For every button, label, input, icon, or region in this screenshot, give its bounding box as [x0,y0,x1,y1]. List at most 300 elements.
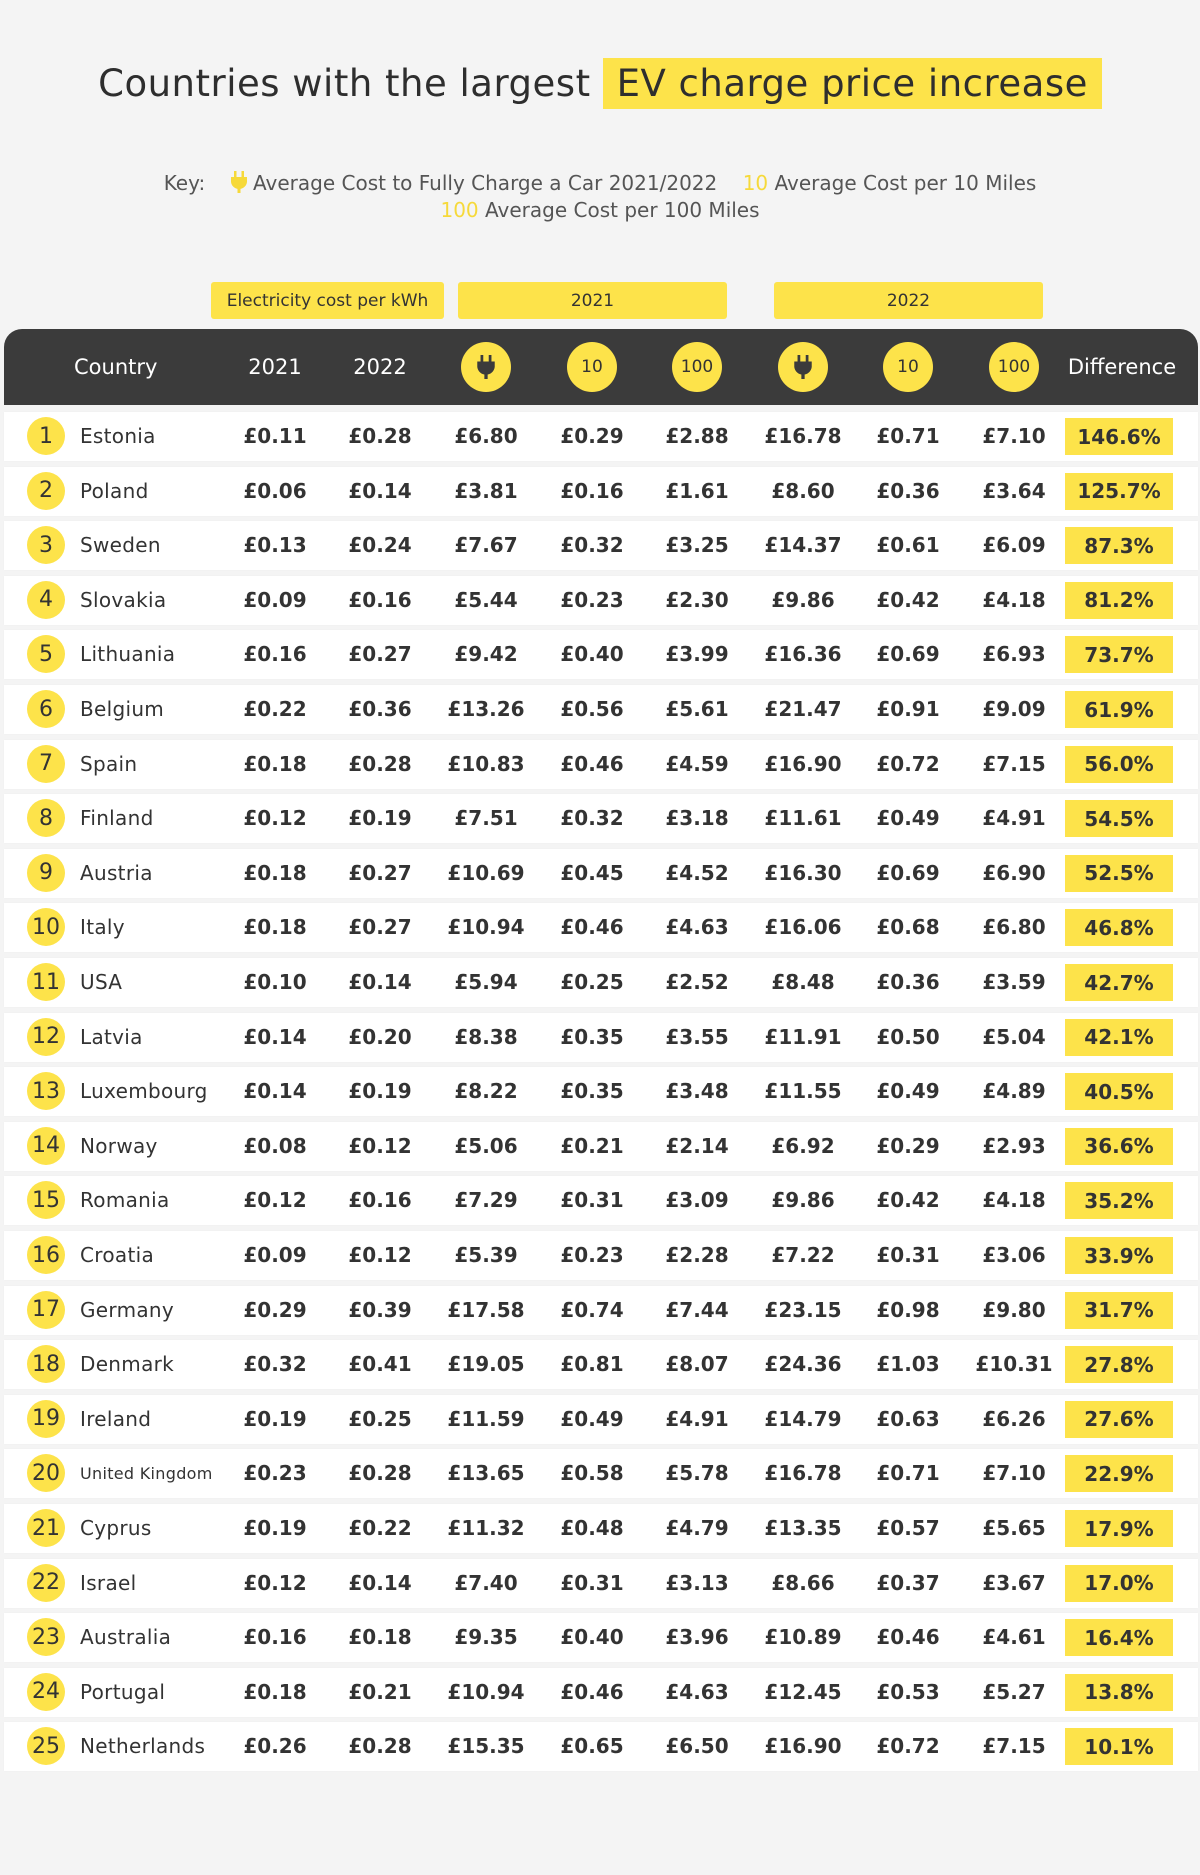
difference-badge: 17.9% [1065,1510,1173,1547]
rank-badge: 6 [27,690,65,728]
title-text: Countries with the largest [98,61,591,105]
cell-per10-2022: £0.36 [876,478,940,503]
cell-per10-2022: £0.98 [876,1297,940,1322]
cell-kwh2021: £0.14 [243,1024,307,1049]
difference-badge: 87.3% [1065,527,1173,564]
cell-full2021: £10.94 [447,915,525,940]
cell-per100-2021: £7.44 [665,1297,729,1322]
cell-per10-2021: £0.48 [560,1516,624,1540]
table-row [4,794,1198,843]
cell-per100-2022: £2.93 [982,1133,1046,1158]
difference-badge: 42.7% [1065,964,1173,1001]
group-label-2022: 2022 [774,282,1043,319]
header-difference: Difference [1067,355,1177,379]
cell-kwh2021: £0.12 [243,1570,307,1595]
cell-per100-2021: £2.52 [665,970,729,994]
table-row [4,467,1198,516]
title-highlight: EV charge price increase [603,58,1102,109]
rank-badge: 18 [27,1345,65,1383]
cell-per10-2022: £0.72 [876,1734,940,1759]
cell-full2021: £5.44 [454,587,518,612]
rank-badge: 24 [27,1673,65,1711]
cell-per10-2021: £0.46 [560,1679,624,1704]
cell-per100-2021: £4.91 [665,1406,729,1431]
difference-badge: 10.1% [1065,1728,1173,1765]
cell-full2022: £16.36 [764,642,842,667]
header-country: Country [74,355,158,379]
difference-badge: 27.8% [1065,1346,1173,1383]
difference-badge: 56.0% [1065,746,1173,783]
cell-full2021: £9.35 [454,1625,518,1650]
table-row [4,685,1198,734]
rank-badge: 11 [27,963,65,1001]
cell-per100-2022: £7.15 [982,1734,1046,1759]
cell-full2022: £11.91 [764,1024,842,1049]
country-name: Italy [80,915,125,940]
cell-kwh2022: £0.36 [348,697,412,721]
cell-full2022: £14.79 [764,1406,842,1431]
cell-kwh2021: £0.09 [243,1243,307,1267]
cell-full2021: £15.35 [447,1734,525,1759]
cell-kwh2021: £0.12 [243,806,307,831]
country-name: Lithuania [80,642,176,667]
rank-badge: 2 [27,472,65,510]
cell-per100-2021: £3.09 [665,1188,729,1213]
cell-full2021: £13.26 [447,697,525,721]
cell-per100-2022: £4.61 [982,1625,1046,1650]
country-name: Luxembourg [80,1079,208,1104]
country-name: Israel [80,1570,137,1595]
cell-per10-2021: £0.40 [560,642,624,667]
header-kwh-2022: 2022 [353,355,407,379]
cell-kwh2022: £0.19 [348,1079,412,1104]
table-row [4,849,1198,898]
rank-badge: 23 [27,1618,65,1656]
key-full-charge: Average Cost to Fully Charge a Car 2021/2022 [253,171,718,195]
difference-badge: 61.9% [1065,691,1173,728]
cell-full2021: £6.80 [454,424,518,448]
table-row [4,1286,1198,1335]
cell-full2022: £9.86 [771,1188,835,1213]
table-row [4,412,1198,461]
cell-kwh2021: £0.23 [243,1461,307,1486]
cell-full2022: £21.47 [764,697,842,721]
cell-per10-2021: £0.46 [560,751,624,776]
cell-kwh2022: £0.28 [348,751,412,776]
cell-per10-2021: £0.56 [560,697,624,721]
table-row [4,576,1198,625]
cell-full2021: £17.58 [447,1297,525,1322]
cell-kwh2021: £0.22 [243,697,307,721]
rank-badge: 22 [27,1564,65,1602]
cell-full2022: £8.60 [771,478,835,503]
cell-full2021: £5.39 [454,1243,518,1267]
cell-per10-2021: £0.46 [560,915,624,940]
cell-per10-2021: £0.16 [560,478,624,503]
cell-full2021: £7.67 [454,533,518,558]
cell-kwh2021: £0.18 [243,751,307,776]
cell-full2022: £6.92 [771,1133,835,1158]
cell-per100-2021: £4.59 [665,751,729,776]
cell-full2021: £7.29 [454,1188,518,1213]
cell-per100-2021: £2.88 [665,424,729,448]
cell-per100-2022: £4.91 [982,806,1046,831]
difference-badge: 36.6% [1065,1128,1173,1165]
difference-badge: 40.5% [1065,1073,1173,1110]
header-per100-2022 [964,329,1064,405]
rank-badge: 7 [27,745,65,783]
rank-badge: 20 [27,1454,65,1492]
hundred-badge: 100 [989,342,1039,392]
cell-per10-2021: £0.23 [560,587,624,612]
ten-badge: 10 [883,342,933,392]
country-name: United Kingdom [80,1464,213,1484]
cell-per100-2022: £4.18 [982,1188,1046,1213]
cell-per10-2021: £0.81 [560,1352,624,1377]
cell-per100-2021: £3.25 [665,533,729,558]
cell-per100-2022: £4.89 [982,1079,1046,1104]
cell-per10-2021: £0.23 [560,1243,624,1267]
cell-full2022: £7.22 [771,1243,835,1267]
cell-kwh2022: £0.19 [348,806,412,831]
cell-per10-2021: £0.32 [560,533,624,558]
header-full-2021 [436,329,536,405]
cell-full2021: £10.83 [447,751,525,776]
cell-per10-2022: £0.69 [876,642,940,667]
cell-per10-2022: £0.29 [876,1133,940,1158]
country-name: Sweden [80,533,161,558]
cell-kwh2021: £0.18 [243,915,307,940]
cell-kwh2022: £0.20 [348,1024,412,1049]
key-label: Key: [163,171,206,195]
table-row [4,1340,1198,1389]
cell-kwh2022: £0.27 [348,915,412,940]
rank-badge: 13 [27,1072,65,1110]
cell-per10-2022: £0.53 [876,1679,940,1704]
cell-full2021: £10.69 [447,860,525,885]
cell-per100-2021: £1.61 [665,478,729,503]
cell-kwh2022: £0.27 [348,642,412,667]
rank-badge: 14 [27,1127,65,1165]
key-per100: Average Cost per 100 Miles [485,198,760,222]
difference-badge: 52.5% [1065,855,1173,892]
cell-full2021: £5.06 [454,1133,518,1158]
cell-full2021: £8.22 [454,1079,518,1104]
cell-per100-2021: £3.48 [665,1079,729,1104]
cell-full2022: £8.48 [771,970,835,994]
country-name: Ireland [80,1406,152,1431]
cell-kwh2021: £0.18 [243,860,307,885]
cell-full2021: £9.42 [454,642,518,667]
rank-badge: 8 [27,799,65,837]
table-row [4,1504,1198,1553]
plug-icon [231,171,247,193]
cell-kwh2022: £0.24 [348,533,412,558]
cell-per10-2021: £0.35 [560,1079,624,1104]
cell-full2021: £5.94 [454,970,518,994]
cell-kwh2022: £0.14 [348,478,412,503]
cell-kwh2022: £0.39 [348,1297,412,1322]
cell-per10-2021: £0.49 [560,1406,624,1431]
country-name: Cyprus [80,1516,152,1540]
cell-per100-2022: £7.10 [982,424,1046,448]
cell-per10-2022: £0.42 [876,1188,940,1213]
cell-per100-2021: £4.79 [665,1516,729,1540]
cell-kwh2021: £0.14 [243,1079,307,1104]
country-name: USA [80,970,123,994]
hundred-badge: 100 [672,342,722,392]
header-per100-2021 [647,329,747,405]
cell-per100-2021: £2.30 [665,587,729,612]
cell-full2022: £8.66 [771,1570,835,1595]
difference-badge: 22.9% [1065,1455,1173,1492]
cell-per10-2021: £0.45 [560,860,624,885]
cell-kwh2022: £0.18 [348,1625,412,1650]
cell-kwh2021: £0.06 [243,478,307,503]
cell-kwh2021: £0.26 [243,1734,307,1759]
cell-full2022: £16.78 [764,1461,842,1486]
cell-per100-2022: £3.67 [982,1570,1046,1595]
cell-full2022: £11.61 [764,806,842,831]
cell-full2021: £7.51 [454,806,518,831]
rank-badge: 4 [27,581,65,619]
cell-kwh2022: £0.41 [348,1352,412,1377]
group-label-kwh: Electricity cost per kWh [211,282,444,319]
table-row [4,1176,1198,1225]
cell-per10-2022: £1.03 [876,1352,940,1377]
cell-per100-2021: £3.55 [665,1024,729,1049]
country-name: Denmark [80,1352,175,1377]
table-row [4,740,1198,789]
rank-badge: 21 [27,1509,65,1547]
cell-per100-2022: £7.15 [982,751,1046,776]
country-name: Germany [80,1297,175,1322]
cell-per10-2022: £0.71 [876,1461,940,1486]
cell-per10-2022: £0.42 [876,587,940,612]
cell-per10-2021: £0.29 [560,424,624,448]
country-name: Netherlands [80,1734,206,1759]
table-row [4,1449,1198,1498]
header-per10-2022 [858,329,958,405]
cell-per10-2021: £0.31 [560,1188,624,1213]
cell-per100-2021: £3.13 [665,1570,729,1595]
cell-full2022: £13.35 [764,1516,842,1540]
cell-per10-2021: £0.21 [560,1133,624,1158]
country-name: Norway [80,1133,158,1158]
country-name: Spain [80,751,138,776]
table-row [4,1722,1198,1771]
cell-kwh2022: £0.22 [348,1516,412,1540]
cell-full2022: £16.06 [764,915,842,940]
difference-badge: 81.2% [1065,582,1173,619]
difference-badge: 27.6% [1065,1401,1173,1438]
cell-per10-2021: £0.25 [560,970,624,994]
key-ten-mark: 10 [742,171,769,195]
cell-full2021: £7.40 [454,1570,518,1595]
cell-kwh2021: £0.32 [243,1352,307,1377]
country-name: Croatia [80,1243,154,1267]
header-kwh-2021: 2021 [248,355,302,379]
cell-kwh2021: £0.19 [243,1516,307,1540]
key-per10: Average Cost per 10 Miles [774,171,1037,195]
cell-per100-2022: £5.04 [982,1024,1046,1049]
table-row [4,1395,1198,1444]
cell-per10-2022: £0.49 [876,806,940,831]
cell-kwh2021: £0.12 [243,1188,307,1213]
cell-per10-2022: £0.49 [876,1079,940,1104]
rank-badge: 1 [27,417,65,455]
country-name: Finland [80,806,154,831]
cell-per100-2022: £9.80 [982,1297,1046,1322]
cell-per10-2021: £0.31 [560,1570,624,1595]
cell-per10-2022: £0.61 [876,533,940,558]
cell-per100-2021: £5.61 [665,697,729,721]
cell-full2022: £9.86 [771,587,835,612]
header-full-2022 [753,329,853,405]
cell-per10-2022: £0.50 [876,1024,940,1049]
country-name: Slovakia [80,587,167,612]
cell-per100-2021: £3.18 [665,806,729,831]
difference-badge: 54.5% [1065,800,1173,837]
table-row [4,958,1198,1007]
rank-badge: 3 [27,526,65,564]
ten-badge: 10 [567,342,617,392]
difference-badge: 35.2% [1065,1182,1173,1219]
cell-per100-2022: £6.26 [982,1406,1046,1431]
cell-per10-2021: £0.40 [560,1625,624,1650]
rank-badge: 25 [27,1727,65,1765]
rank-badge: 10 [27,908,65,946]
cell-per100-2021: £6.50 [665,1734,729,1759]
cell-full2022: £16.90 [764,1734,842,1759]
cell-per100-2022: £6.09 [982,533,1046,558]
cell-kwh2021: £0.18 [243,1679,307,1704]
group-label-2021: 2021 [458,282,727,319]
country-name: Estonia [80,424,156,448]
cell-per100-2021: £2.14 [665,1133,729,1158]
cell-full2022: £16.30 [764,860,842,885]
table-row [4,521,1198,570]
cell-full2022: £12.45 [764,1679,842,1704]
cell-per10-2022: £0.46 [876,1625,940,1650]
difference-badge: 17.0% [1065,1565,1173,1602]
cell-per100-2022: £3.06 [982,1243,1046,1267]
key-hundred-mark: 100 [440,198,479,222]
rank-badge: 17 [27,1291,65,1329]
cell-per100-2021: £3.96 [665,1625,729,1650]
rank-badge: 9 [27,854,65,892]
cell-kwh2022: £0.28 [348,1734,412,1759]
cell-per10-2022: £0.37 [876,1570,940,1595]
cell-kwh2022: £0.12 [348,1243,412,1267]
cell-kwh2022: £0.16 [348,1188,412,1213]
difference-badge: 33.9% [1065,1237,1173,1274]
difference-badge: 125.7% [1065,473,1173,510]
difference-badge: 42.1% [1065,1019,1173,1056]
table-row [4,1613,1198,1662]
table-row [4,1067,1198,1116]
cell-full2021: £8.38 [454,1024,518,1049]
cell-per100-2022: £4.18 [982,587,1046,612]
cell-per100-2022: £3.59 [982,970,1046,994]
cell-kwh2022: £0.21 [348,1679,412,1704]
cell-per100-2022: £5.65 [982,1516,1046,1540]
rank-badge: 5 [27,635,65,673]
cell-per10-2021: £0.58 [560,1461,624,1486]
table-row [4,1013,1198,1062]
table-header [4,329,1198,405]
cell-per10-2022: £0.63 [876,1406,940,1431]
cell-per100-2021: £3.99 [665,642,729,667]
header-per10-2021 [542,329,642,405]
cell-per10-2022: £0.36 [876,970,940,994]
cell-per100-2022: £9.09 [982,697,1046,721]
difference-badge: 16.4% [1065,1619,1173,1656]
cell-kwh2021: £0.09 [243,587,307,612]
difference-badge: 73.7% [1065,636,1173,673]
cell-per10-2021: £0.35 [560,1024,624,1049]
cell-full2022: £23.15 [764,1297,842,1322]
cell-kwh2022: £0.27 [348,860,412,885]
cell-per100-2022: £7.10 [982,1461,1046,1486]
cell-full2022: £16.78 [764,424,842,448]
table-row [4,630,1198,679]
cell-full2022: £14.37 [764,533,842,558]
cell-kwh2022: £0.14 [348,970,412,994]
cell-kwh2021: £0.29 [243,1297,307,1322]
cell-kwh2021: £0.11 [243,424,307,448]
cell-per100-2021: £5.78 [665,1461,729,1486]
cell-full2021: £10.94 [447,1679,525,1704]
country-name: Australia [80,1625,172,1650]
legend-key [0,170,1200,224]
cell-per100-2022: £10.31 [975,1352,1053,1377]
rank-badge: 19 [27,1400,65,1438]
country-name: Portugal [80,1679,166,1704]
country-name: Latvia [80,1024,143,1049]
cell-full2022: £24.36 [764,1352,842,1377]
difference-badge: 46.8% [1065,909,1173,946]
country-name: Belgium [80,697,165,721]
cell-full2021: £13.65 [447,1461,525,1486]
plug-icon [461,342,511,392]
cell-per100-2022: £3.64 [982,478,1046,503]
table-row [4,1559,1198,1608]
cell-per100-2022: £5.27 [982,1679,1046,1704]
country-name: Poland [80,478,149,503]
cell-kwh2022: £0.12 [348,1133,412,1158]
rank-badge: 15 [27,1181,65,1219]
cell-per100-2022: £6.80 [982,915,1046,940]
cell-per10-2021: £0.32 [560,806,624,831]
cell-full2022: £11.55 [764,1079,842,1104]
cell-per10-2021: £0.74 [560,1297,624,1322]
rank-badge: 16 [27,1236,65,1274]
table-row [4,1668,1198,1717]
cell-full2022: £10.89 [764,1625,842,1650]
cell-kwh2021: £0.16 [243,1625,307,1650]
cell-per10-2022: £0.71 [876,424,940,448]
cell-per100-2021: £4.52 [665,860,729,885]
cell-kwh2021: £0.13 [243,533,307,558]
cell-kwh2021: £0.19 [243,1406,307,1431]
cell-per10-2022: £0.57 [876,1516,940,1540]
country-name: Romania [80,1188,170,1213]
rank-badge: 12 [27,1018,65,1056]
cell-kwh2022: £0.28 [348,1461,412,1486]
cell-per100-2021: £4.63 [665,915,729,940]
cell-per10-2022: £0.69 [876,860,940,885]
